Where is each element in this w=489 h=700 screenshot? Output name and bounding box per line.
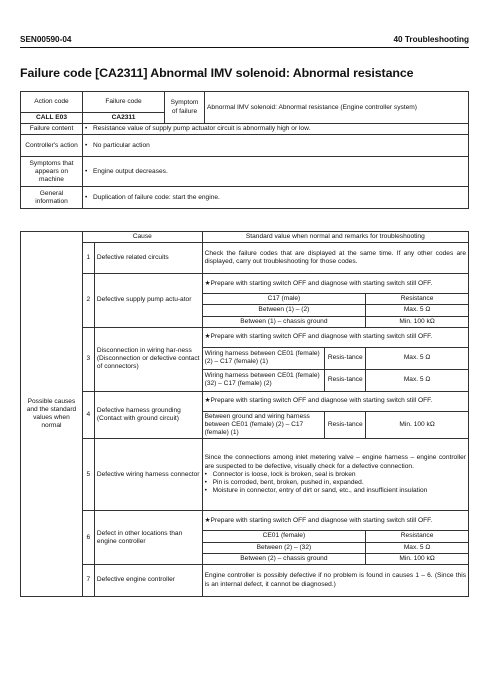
header-rule: [20, 47, 469, 48]
standard-value: Max. 5 Ω: [366, 542, 469, 553]
action-code-label: Action code: [21, 92, 83, 113]
prepare-note: ★Prepare with starting switch OFF and diagnose with starting switch still OFF.: [202, 391, 468, 411]
general-info-text: Duplication of failure code: start the engine.: [93, 193, 220, 201]
measure-point: Wiring harness between CE01 (female) (32) – C17 (female) (2): [202, 369, 325, 391]
symptoms-machine-label: Symptoms that appears on machine: [21, 157, 83, 187]
standard-value: Min. 100 kΩ: [366, 553, 469, 564]
cause-number: 2: [82, 274, 94, 328]
check-item: Pin is corroded, bent, broken, pushed in, expanded.: [212, 479, 364, 487]
standard-value: Max. 5 Ω: [366, 369, 469, 391]
standard-value: Min. 100 kΩ: [366, 411, 469, 439]
resistance-header: Resistance: [366, 531, 469, 542]
cause-name: Defective engine controller: [94, 565, 202, 597]
cause-remark: Check the failure codes that are displayed at the same time. If any other codes are displayed, carry out troubleshooting for those codes.: [202, 243, 468, 274]
cause-remark: Engine controller is possibly defective if no problem is found in causes 1 – 6. (Since this is an internal defect, it cannot be diagnosed.): [202, 565, 468, 597]
cause-number: 1: [82, 243, 94, 274]
failure-content-label: Failure content: [21, 124, 83, 135]
col-cause-header: Cause: [82, 232, 202, 243]
prepare-note: ★Prepare with starting switch OFF and diagnose with starting switch still OFF.: [202, 327, 468, 347]
cause-name: Defective wiring harness connector: [94, 439, 202, 511]
cause-number: 6: [82, 511, 94, 565]
standard-value: Min. 100 kΩ: [366, 316, 469, 327]
causes-side-label: Possible causes and the standard values when normal: [21, 232, 83, 597]
action-code: CALL E03: [21, 113, 83, 124]
measure-type: Resis-tance: [325, 369, 366, 391]
measure-point: Between (1) – chassis ground: [202, 316, 366, 327]
controller-action-label: Controller's action: [21, 135, 83, 157]
measure-point: Between (2) – (32): [202, 542, 366, 553]
failure-content-text: Resistance value of supply pump actuator circuit is abnormally high or low.: [93, 125, 311, 133]
measure-point: Between ground and wiring harness between CE01 (female) (2) – C17 (female) (1): [202, 411, 325, 439]
symptoms-machine-text: Engine output decreases.: [93, 167, 168, 175]
cause-number: 7: [82, 565, 94, 597]
measure-type: Resis-tance: [325, 411, 366, 439]
measure-point: Between (1) – (2): [202, 305, 366, 316]
symptom-text: Abnormal IMV solenoid: Abnormal resistance (Engine controller system): [205, 92, 469, 124]
doc-id: SEN00590-04: [20, 35, 72, 44]
prepare-note: ★Prepare with starting switch OFF and diagnose with starting switch still OFF.: [202, 511, 468, 531]
prepare-note: ★Prepare with starting switch OFF and diagnose with starting switch still OFF.: [202, 274, 468, 294]
cause-name: Defective related circuits: [94, 243, 202, 274]
cause-name: Disconnection in wiring har-ness (Disconnection or defective contact of connectors): [94, 327, 202, 391]
cause-number: 5: [82, 439, 94, 511]
resistance-header: Resistance: [366, 294, 469, 305]
col-standard-header: Standard value when normal and remarks for troubleshooting: [202, 232, 468, 243]
symptom-label: Symptom of failure: [165, 92, 205, 124]
causes-table: [20, 231, 469, 597]
section-title: 40 Troubleshooting: [393, 35, 469, 44]
failure-code: CA2311: [83, 113, 165, 124]
cause-name: Defect in other locations than engine controller: [94, 511, 202, 565]
page-title: Failure code [CA2311] Abnormal IMV solenoid: Abnormal resistance: [20, 66, 414, 80]
cause-name: Defective supply pump actu-ator: [94, 274, 202, 328]
check-item: Moisture in connector, entry of dirt or sand, etc., and insufficient insulation: [212, 487, 428, 495]
connector-header: CE01 (female): [202, 531, 366, 542]
controller-action-text: No particular action: [93, 141, 150, 149]
cause-remark: Since the connections among inlet metering valve – engine harness – engine controller are suspected to be defective, visually check for a defective connection. • Connector is loose, lock is broken, seal is broken • Pin is corroded, bent, broken, pushed in, expanded. • Moisture in connector, entry of dirt or sand, etc., and insufficient insulation: [202, 439, 468, 511]
cause-name: Defective harness grounding (Contact with ground circuit): [94, 391, 202, 439]
standard-value: Max. 5 Ω: [366, 347, 469, 369]
measure-point: Between (2) – chassis ground: [202, 553, 366, 564]
standard-value: Max. 5 Ω: [366, 305, 469, 316]
connector-header: C17 (male): [202, 294, 366, 305]
failure-info-table: Action code Failure code Symptom of failure Abnormal IMV solenoid: Abnormal resistance (Engine controller system) CALL E03 CA2311 Failure content • Resistance value of supply pump actuator circuit is abnormally high or low. Controller's action • No particular action Symptoms that appears on machine • Engine output decreases. General information • Duplication of failure code: start the engine.: [20, 91, 469, 209]
connector-check-intro: Since the connections among inlet metering valve – engine harness – engine controller are suspected to be defective, visually check for a defective connection.: [204, 454, 466, 470]
cause-number: 4: [82, 391, 94, 439]
general-info-label: General information: [21, 187, 83, 209]
check-item: Connector is loose, lock is broken, seal is broken: [212, 470, 356, 478]
measure-point: Wiring harness between CE01 (female) (2) – C17 (female) (1): [202, 347, 325, 369]
measure-type: Resis-tance: [325, 347, 366, 369]
cause-number: 3: [82, 327, 94, 391]
page-header: [20, 35, 469, 47]
failure-code-label: Failure code: [83, 92, 165, 113]
